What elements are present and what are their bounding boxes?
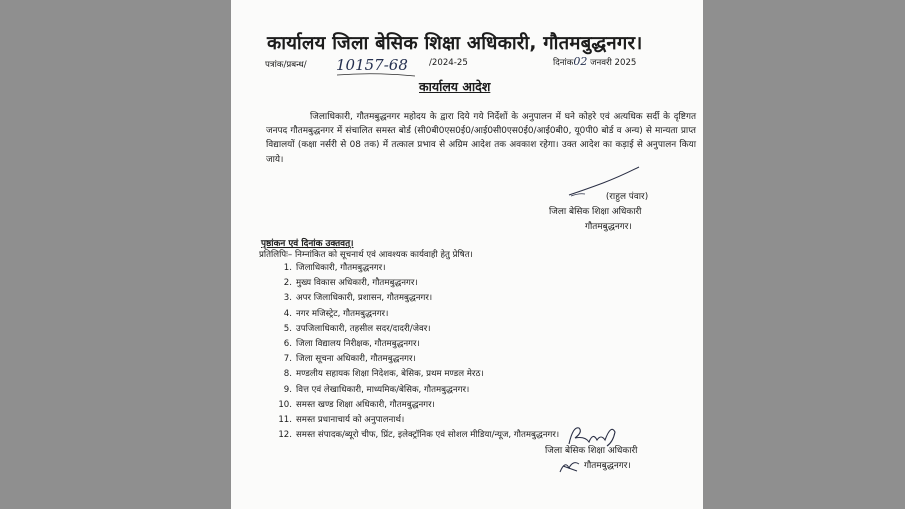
signatory-place: गौतमबुद्धनगर। [585, 222, 632, 232]
signature-initials-scribble [557, 456, 583, 476]
list-item: 3. अपर जिलाधिकारी, प्रशासन, गौतमबुद्धनगर। [283, 293, 433, 304]
office-title: कार्यालय जिला बेसिक शिक्षा अधिकारी, गौतमबुद्धनगर। [267, 33, 643, 54]
list-item: 10. समस्त खण्ड शिक्षा अधिकारी, गौतमबुद्धनगर। [278, 399, 435, 410]
endorsement-intro: प्रतिलिपिः– निम्नांकित को सूचनार्थ एवं आवश्यक कार्यवाही हेतु प्रेषित। [259, 250, 473, 260]
signatory-designation: जिला बेसिक शिक्षा अधिकारी [549, 207, 642, 217]
patrank-number-handwritten: 10157-68 [336, 56, 408, 74]
signatory-designation-bottom: जिला बेसिक शिक्षा अधिकारी [545, 446, 638, 456]
list-item: 5. उपजिलाधिकारी, तहसील सदर/दादरी/जेवर। [283, 323, 431, 334]
date-field [553, 55, 636, 68]
order-body: जिलाधिकारी, गौतमबुद्धनगर महोदय के द्वारा दिये गये निर्देशों के अनुपालन में घने कोहरे एवं अत्यधिक सर्दी के दृष्टिगत जनपद गौतमबुद्धनगर में संचालित समस्त बोर्ड (सी0बी0एस0ई0/आई0सी0एस0ई0/आई0बी0, यू0पी0 बोर्ड व अन्य) से मान्यता प्राप्त विद्यालयों (कक्षा नर्सरी से 08 तक) में तत्काल प्रभाव से अग्रिम आदेश तक अवकाश रहेगा। उक्त आदेश का कड़ाई से अनुपालन किया जाये। [266, 112, 696, 165]
date-label: दिनांक [553, 58, 574, 68]
list-item: 12. समस्त संपादक/ब्यूरो चीफ, प्रिंट, इलेक्ट्रॉनिक एवं सोशल मीडिया/न्यूज, गौतमबुद्धनगर। [278, 430, 560, 441]
patrank-underline [335, 72, 417, 78]
patrank-label: पत्रांक/प्रबन्ध/ [265, 60, 307, 70]
list-item: 4. नगर मजिस्ट्रेट, गौतमबुद्धनगर। [283, 308, 389, 319]
list-item: 11. समस्त प्रधानाचार्य को अनुपालनार्थ। [278, 414, 405, 425]
signatory-place-bottom: गौतमबुद्धनगर। [584, 461, 631, 471]
list-item: 8. मण्डलीय सहायक शिक्षा निदेशक, बेसिक, प्रथम मण्डल मेरठ। [283, 369, 484, 380]
list-item: 6. जिला विद्यालय निरीक्षक, गौतमबुद्धनगर। [283, 338, 420, 349]
signatory-name: (राहुल पंवार) [605, 192, 649, 202]
list-item: 1. जिलाधिकारी, गौतमबुद्धनगर। [283, 263, 386, 273]
list-item: 9. वित्त एवं लेखाधिकारी, माध्यमिक/बेसिक, गौतमबुद्धनगर। [283, 384, 470, 395]
endorsement-heading: पृष्ठांकन एवं दिनांक उक्तवत्। [261, 239, 354, 249]
date-month-year: जनवरी 2025 [590, 58, 637, 68]
session-year: /2024-25 [429, 58, 468, 68]
order-heading: कार्यालय आदेश [419, 79, 491, 94]
date-day-handwritten: 02 [573, 55, 588, 68]
document-page [231, 0, 703, 509]
list-item: 7. जिला सूचना अधिकारी, गौतमबुद्धनगर। [283, 354, 416, 365]
list-item: 2. मुख्य विकास अधिकारी, गौतमबुद्धनगर। [283, 278, 418, 289]
recipient-list [276, 261, 559, 443]
